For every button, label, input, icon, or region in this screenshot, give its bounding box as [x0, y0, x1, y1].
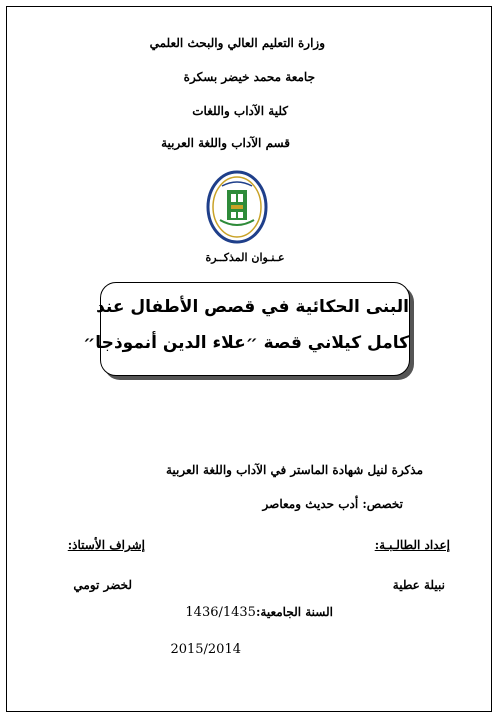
- academic-year: [185, 605, 333, 620]
- title-box: [83, 282, 410, 376]
- department-name: قسم الآداب واللغة العربية: [161, 136, 290, 150]
- ministry-name: وزارة التعليم العالي والبحث العلمي: [149, 36, 325, 50]
- title-line-1: البنى الحكائية في قصص الأطفال عند: [96, 297, 409, 317]
- supervisor-label: إشراف الأستاذ:: [67, 538, 145, 552]
- gregorian-year: 2015/2014: [170, 642, 241, 657]
- academic-year-value: 1436/1435: [185, 605, 256, 620]
- supervisor-name: لخضر تومي: [73, 578, 132, 592]
- student-label: إعداد الطالـبـة:: [374, 538, 450, 552]
- university-name: جامعة محمد خيضر بسكرة: [183, 70, 315, 84]
- faculty-name: كلية الآداب واللغات: [192, 104, 288, 118]
- degree-statement: مذكرة لنيل شهادة الماستر في الآداب واللغة العربية: [166, 463, 423, 477]
- specialty-line: تخصص: أدب حديث ومعاصر: [262, 497, 403, 511]
- title-line-2: كامل كيلاني قصة ״علاء الدين أنموذجا״: [83, 333, 409, 353]
- academic-year-label: السنة الجامعية:: [255, 605, 333, 619]
- student-name: نبيلة عطية: [392, 578, 445, 592]
- memo-title-label: عـنـوان المذكــرة: [205, 251, 285, 264]
- university-seal-icon: [206, 170, 268, 244]
